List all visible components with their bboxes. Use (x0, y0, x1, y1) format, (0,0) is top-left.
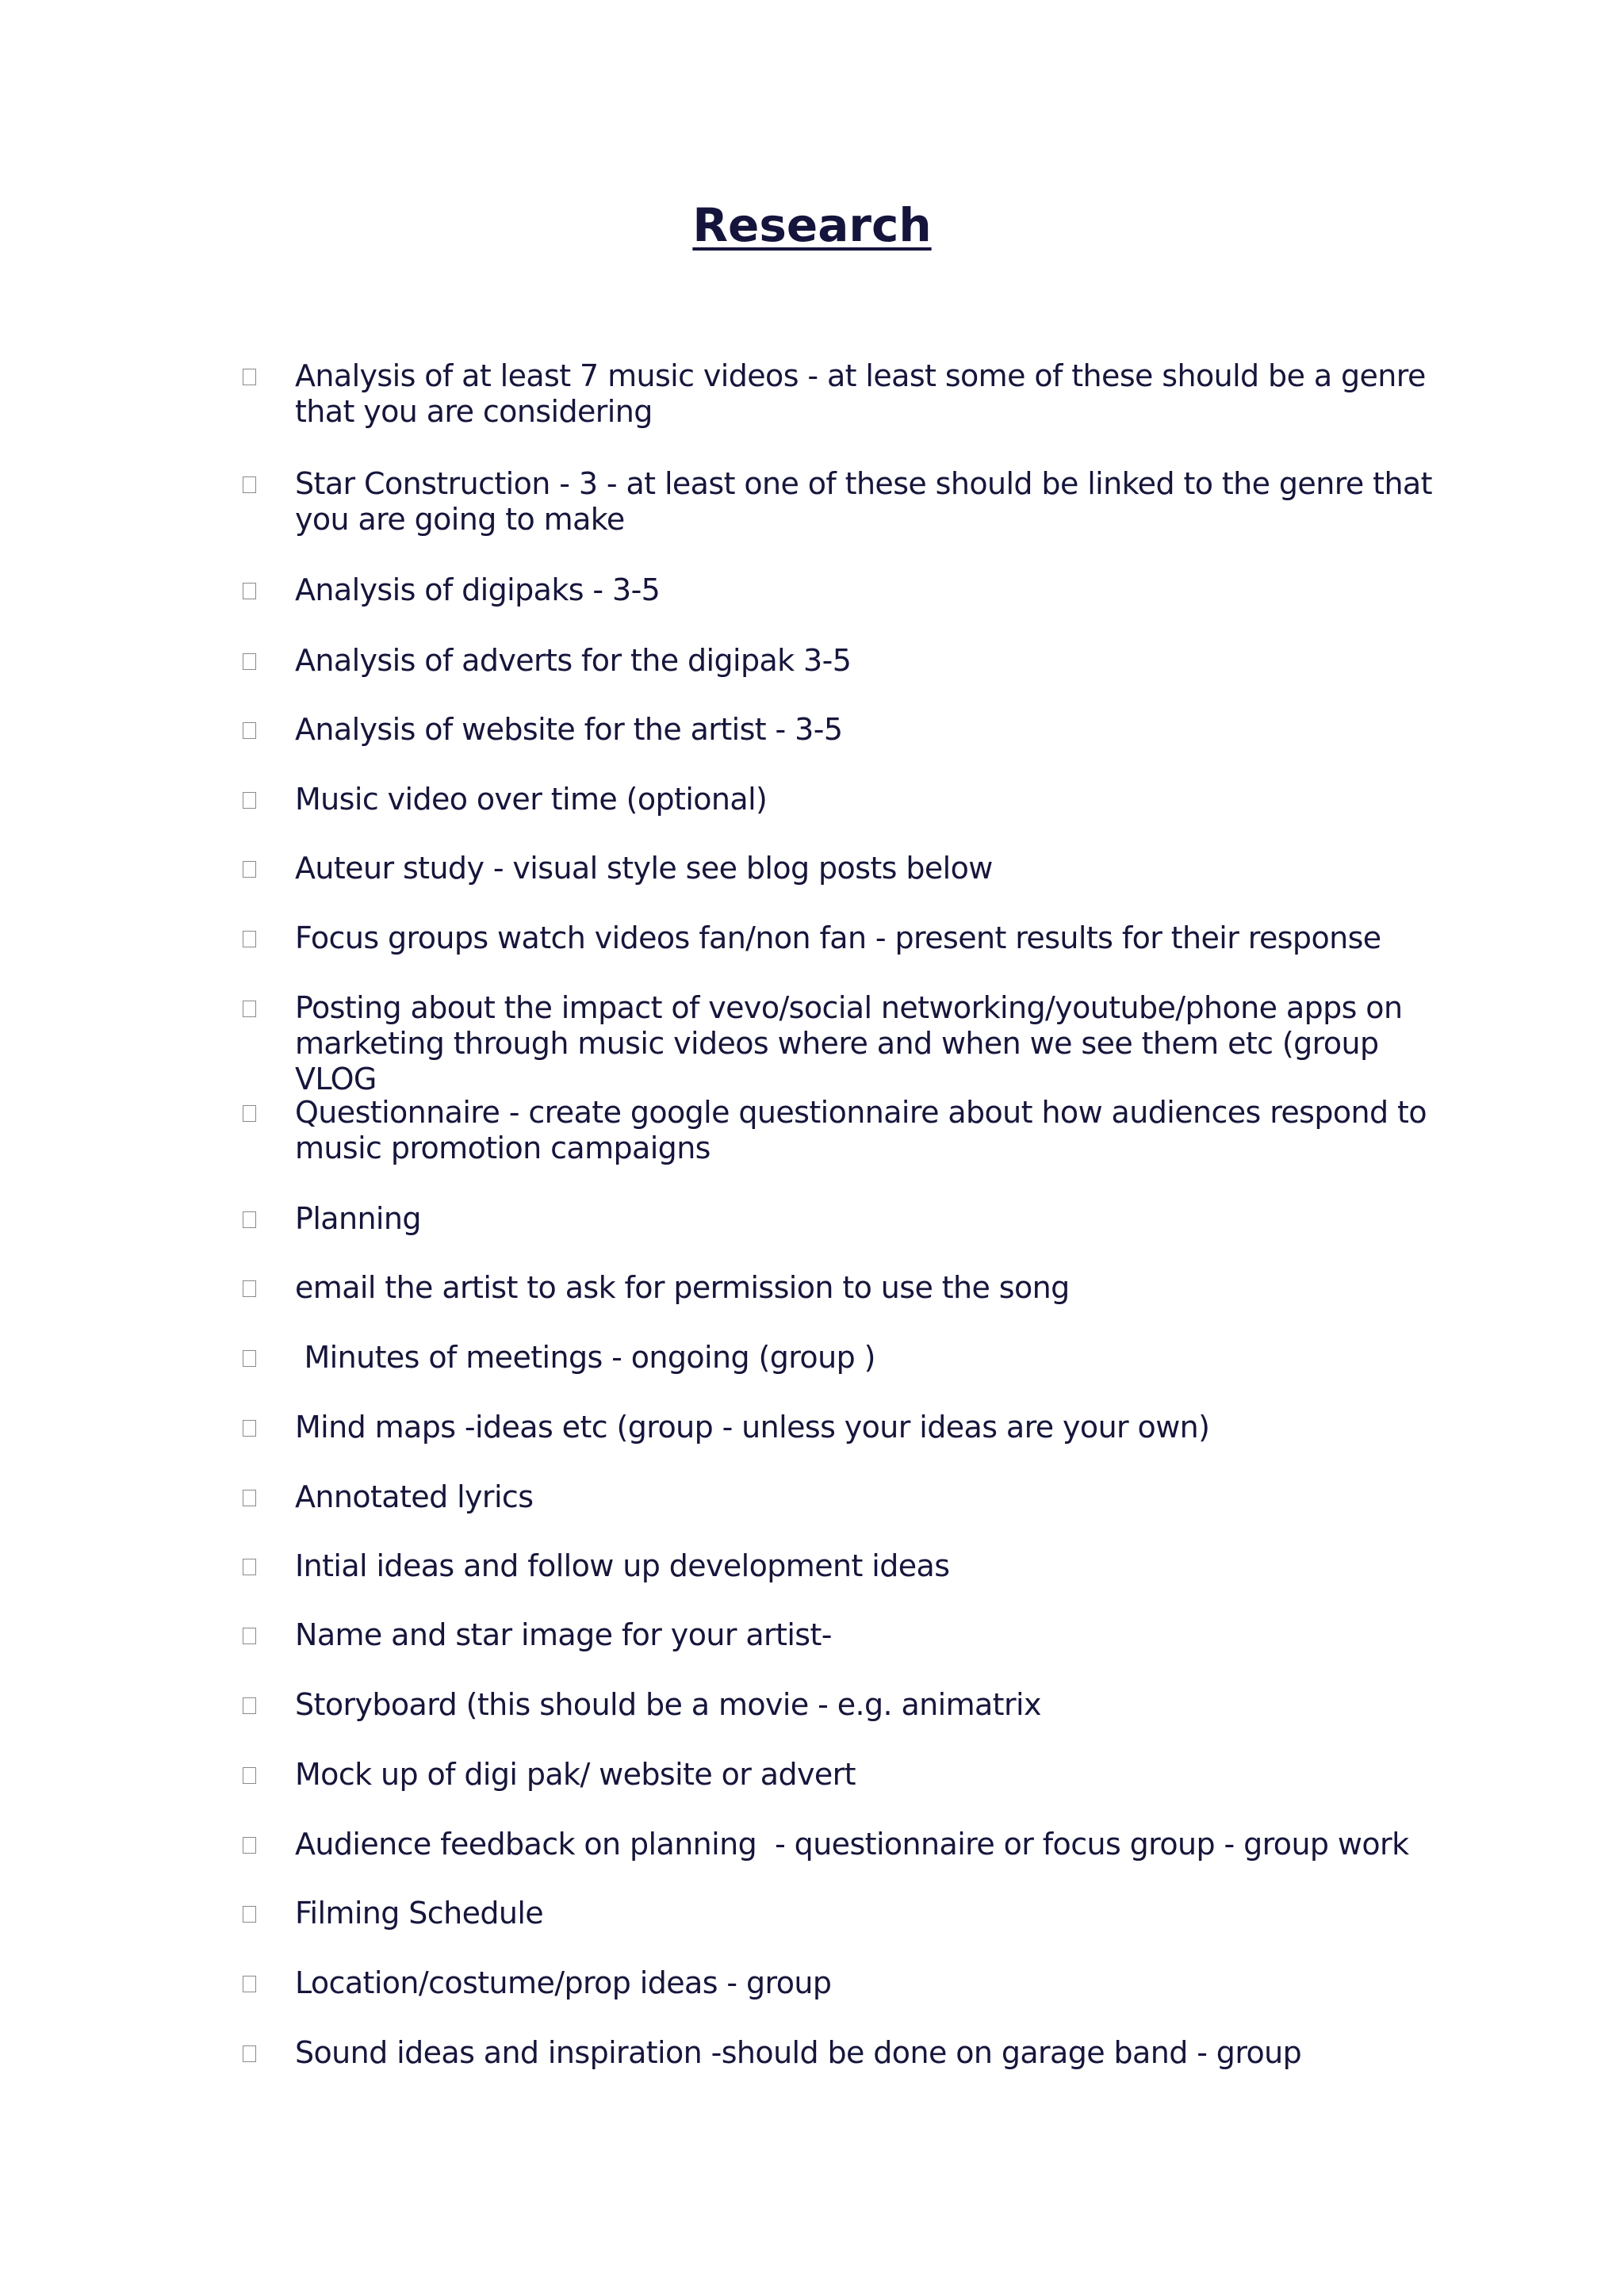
list-item-text: Storyboard (this should be a movie - e.g. animatrix (295, 1687, 1041, 1722)
list-item-text: Music video over time (optional) (295, 782, 768, 817)
list-item-text: Filming Schedule (295, 1896, 544, 1931)
checkbox-icon[interactable] (243, 1976, 256, 1992)
page-title-text: Research (692, 198, 932, 252)
checkbox-icon[interactable] (243, 861, 256, 878)
checkbox-icon[interactable] (243, 1211, 256, 1228)
list-item-text: Location/costume/prop ideas - group (295, 1965, 832, 2000)
list-item-text: Mock up of digi pak/ website or advert (295, 1757, 856, 1792)
checkbox-icon[interactable] (243, 369, 256, 385)
checkbox-icon[interactable] (243, 2045, 256, 2062)
list-item-text: Planning (295, 1201, 421, 1236)
checkbox-icon[interactable] (243, 1420, 256, 1437)
checkbox-icon[interactable] (243, 1001, 256, 1017)
list-item-text: Questionnaire - create google questionnaire about how audiences respond to music promotion campaigns (295, 1095, 1427, 1165)
list-item-text: Analysis of website for the artist - 3-5 (295, 712, 843, 747)
checkbox-icon[interactable] (243, 792, 256, 809)
checkbox-icon[interactable] (243, 1280, 256, 1297)
checkbox-icon[interactable] (243, 1837, 256, 1854)
list-item-text: Posting about the impact of vevo/social networking/youtube/phone apps on marketing through music videos where and when we see them etc (group VLOG (295, 990, 1403, 1096)
list-item-text: email the artist to ask for permission to use the song (295, 1270, 1070, 1305)
list-item-text: Analysis of at least 7 music videos - at least some of these should be a genre that you are considering (295, 358, 1426, 429)
list-item-text: Focus groups watch videos fan/non fan - present results for their response (295, 920, 1381, 955)
list-item-text: Analysis of digipaks - 3-5 (295, 572, 661, 607)
list-item-text: Mind maps -ideas etc (group - unless your ideas are your own) (295, 1410, 1210, 1445)
checkbox-icon[interactable] (243, 1350, 256, 1367)
checkbox-icon[interactable] (243, 1490, 256, 1506)
list-item-text: Sound ideas and inspiration -should be done on garage band - group (295, 2035, 1302, 2070)
checkbox-icon[interactable] (243, 1767, 256, 1784)
list-item-text: Auteur study - visual style see blog posts below (295, 851, 993, 886)
checkbox-icon[interactable] (243, 722, 256, 739)
checkbox-icon[interactable] (243, 1559, 256, 1575)
list-item-text: Audience feedback on planning - questionnaire or focus group - group work (295, 1827, 1409, 1862)
list-item-text: Analysis of adverts for the digipak 3-5 (295, 643, 852, 678)
list-item-text: Name and star image for your artist- (295, 1617, 832, 1652)
checkbox-icon[interactable] (243, 583, 256, 599)
checkbox-icon[interactable] (243, 653, 256, 670)
checkbox-icon[interactable] (243, 1628, 256, 1644)
checkbox-icon[interactable] (243, 1105, 256, 1122)
checkbox-icon[interactable] (243, 1906, 256, 1923)
list-item-text: Annotated lyrics (295, 1479, 534, 1514)
checkbox-icon[interactable] (243, 476, 256, 493)
checkbox-icon[interactable] (243, 1697, 256, 1714)
list-item-text: Star Construction - 3 - at least one of these should be linked to the genre that you are going to make (295, 466, 1432, 537)
list-item-text: Intial ideas and follow up development ideas (295, 1548, 950, 1583)
checkbox-icon[interactable] (243, 931, 256, 947)
list-item-text: Minutes of meetings - ongoing (group ) (295, 1340, 875, 1375)
